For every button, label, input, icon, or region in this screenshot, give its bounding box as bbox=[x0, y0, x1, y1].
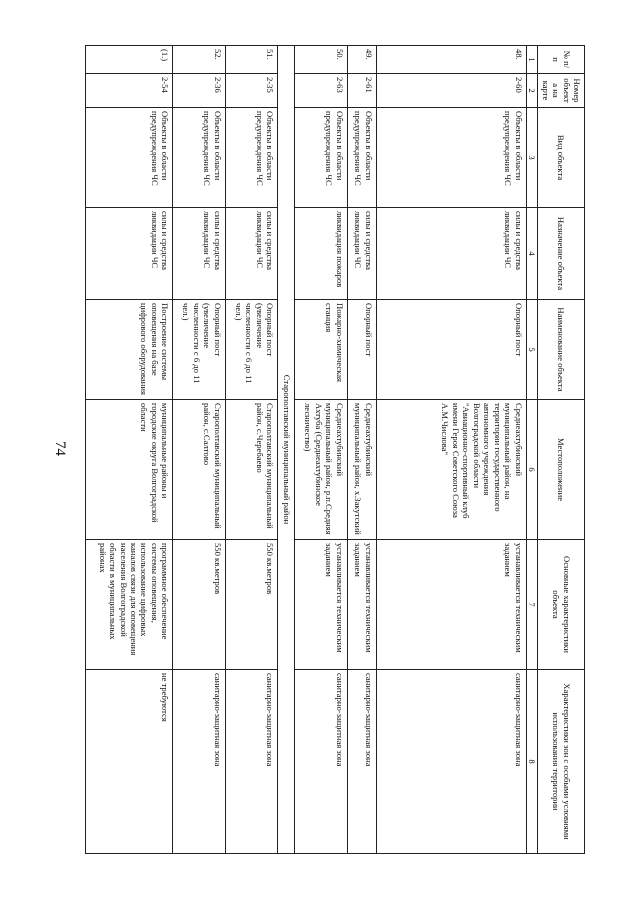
table-cell: 2-36 bbox=[173, 74, 225, 108]
table-row bbox=[173, 46, 225, 854]
table-cell: Построение системы оповещения на базе цифрового оборудования bbox=[86, 300, 173, 400]
column-number: 2 bbox=[526, 74, 537, 108]
table-cell: Пожарно-химическая станция bbox=[295, 300, 347, 400]
table-cell: санитарно-защитная зона bbox=[295, 670, 347, 854]
column-number: 3 bbox=[526, 108, 537, 208]
table-cell: силы и средства ликвидации ЧС bbox=[347, 208, 376, 300]
table-wrapper bbox=[85, 45, 585, 853]
column-number: 8 bbox=[526, 670, 537, 854]
header-cell: Местоположение bbox=[538, 400, 585, 540]
section-title: Старополтавский муниципальный район bbox=[278, 46, 295, 854]
table-cell: 550 кв.метров bbox=[225, 540, 277, 670]
header-cell: Номер объекта на карте bbox=[538, 74, 585, 108]
table-cell: 2-54 bbox=[86, 74, 173, 108]
header-cell: Вид объекта bbox=[538, 108, 585, 208]
table-cell: Объекты в области предупреждения ЧС bbox=[347, 108, 376, 208]
table-cell: санитарно-защитная зона bbox=[173, 670, 225, 854]
table-cell: программное обеспечение системы оповещения, использование цифровых каналов связи для оповещения населения Волгоградской области в муниципальных районах bbox=[86, 540, 173, 670]
column-number: 6 bbox=[526, 400, 537, 540]
header-cell: № п/п bbox=[538, 46, 585, 74]
table-row bbox=[86, 46, 173, 854]
header-cell: Наименование объекта bbox=[538, 300, 585, 400]
table-cell: силы и средства ликвидации ЧС bbox=[225, 208, 277, 300]
column-number: 5 bbox=[526, 300, 537, 400]
section-row bbox=[278, 46, 295, 854]
table-cell: муниципальные районы и городские округа Волгоградской области bbox=[86, 400, 173, 540]
table-cell: силы и средства ликвидации ЧС bbox=[173, 208, 225, 300]
table-cell: Объекты в области предупреждения ЧС bbox=[225, 108, 277, 208]
table-cell: 550 кв.метров bbox=[173, 540, 225, 670]
table-cell: (1.) bbox=[86, 46, 173, 74]
table-cell: Среднеахтубинский муниципальный район, на территории государственного автономного учреждения Волгоградской области "Авиационно-спортивный клуб имени Героя Советского Союза А.М.Числова" bbox=[376, 400, 526, 540]
header-cell: Характеристики зон с особыми условиями использования территории bbox=[538, 670, 585, 854]
table-cell: Опорный пост bbox=[376, 300, 526, 400]
column-number: 1 bbox=[526, 46, 537, 74]
table-row bbox=[376, 46, 526, 854]
table-cell: Объекты в области предупреждения ЧС bbox=[86, 108, 173, 208]
column-number-row bbox=[526, 46, 537, 854]
table-row bbox=[225, 46, 277, 854]
table-cell: Среднеахтубинский муниципальный район, р.п.Средняя Ахтуба (Среднеахтубинское лесничество) bbox=[295, 400, 347, 540]
table-cell: 52. bbox=[173, 46, 225, 74]
table-cell: силы и средства ликвидации ЧС bbox=[376, 208, 526, 300]
table-cell: Старополтавский муниципальный район, с.Салтово bbox=[173, 400, 225, 540]
objects-table bbox=[85, 45, 585, 854]
table-row bbox=[347, 46, 376, 854]
column-number: 7 bbox=[526, 540, 537, 670]
column-number: 4 bbox=[526, 208, 537, 300]
header-row bbox=[538, 46, 585, 854]
table-cell: санитарно-защитная зона bbox=[376, 670, 526, 854]
table-row bbox=[295, 46, 347, 854]
table-cell: 2-63 bbox=[295, 74, 347, 108]
table-cell: устанавливается техническим заданием bbox=[347, 540, 376, 670]
table-cell: ликвидация пожаров bbox=[295, 208, 347, 300]
table-cell: 48. bbox=[376, 46, 526, 74]
table-cell: санитарно-защитная зона bbox=[347, 670, 376, 854]
table-cell: 2-61 bbox=[347, 74, 376, 108]
table-cell: Старополтавский муниципальный район, с.Черебаево bbox=[225, 400, 277, 540]
table-cell: силы и средства ликвидации ЧС bbox=[86, 208, 173, 300]
table-cell: устанавливается техническим заданием bbox=[295, 540, 347, 670]
table-cell: Опорный пост (увеличение численности с 6 до 11 чел.) bbox=[225, 300, 277, 400]
table-cell: Объекты в области предупреждения ЧС bbox=[173, 108, 225, 208]
table-cell: Опорный пост (увеличение численности с 6 до 11 чел.) bbox=[173, 300, 225, 400]
table-cell: 2-60 bbox=[376, 74, 526, 108]
table-cell: Среднеахтубинский муниципальный район, х.Закутский bbox=[347, 400, 376, 540]
table-cell: 51. bbox=[225, 46, 277, 74]
header-cell: Назначение объекта bbox=[538, 208, 585, 300]
table-cell: санитарно-защитная зона bbox=[225, 670, 277, 854]
table-cell: устанавливается техническим заданием bbox=[376, 540, 526, 670]
table-cell: 50. bbox=[295, 46, 347, 74]
table-cell: 49. bbox=[347, 46, 376, 74]
page-number: 74 bbox=[52, 441, 68, 456]
table-cell: не требуются bbox=[86, 670, 173, 854]
table-cell: Объекты в области предупреждения ЧС bbox=[295, 108, 347, 208]
table-cell: Опорный пост bbox=[347, 300, 376, 400]
table-cell: 2-35 bbox=[225, 74, 277, 108]
header-cell: Основные характеристики объекта bbox=[538, 540, 585, 670]
table-cell: Объекты в области предупреждения ЧС bbox=[376, 108, 526, 208]
